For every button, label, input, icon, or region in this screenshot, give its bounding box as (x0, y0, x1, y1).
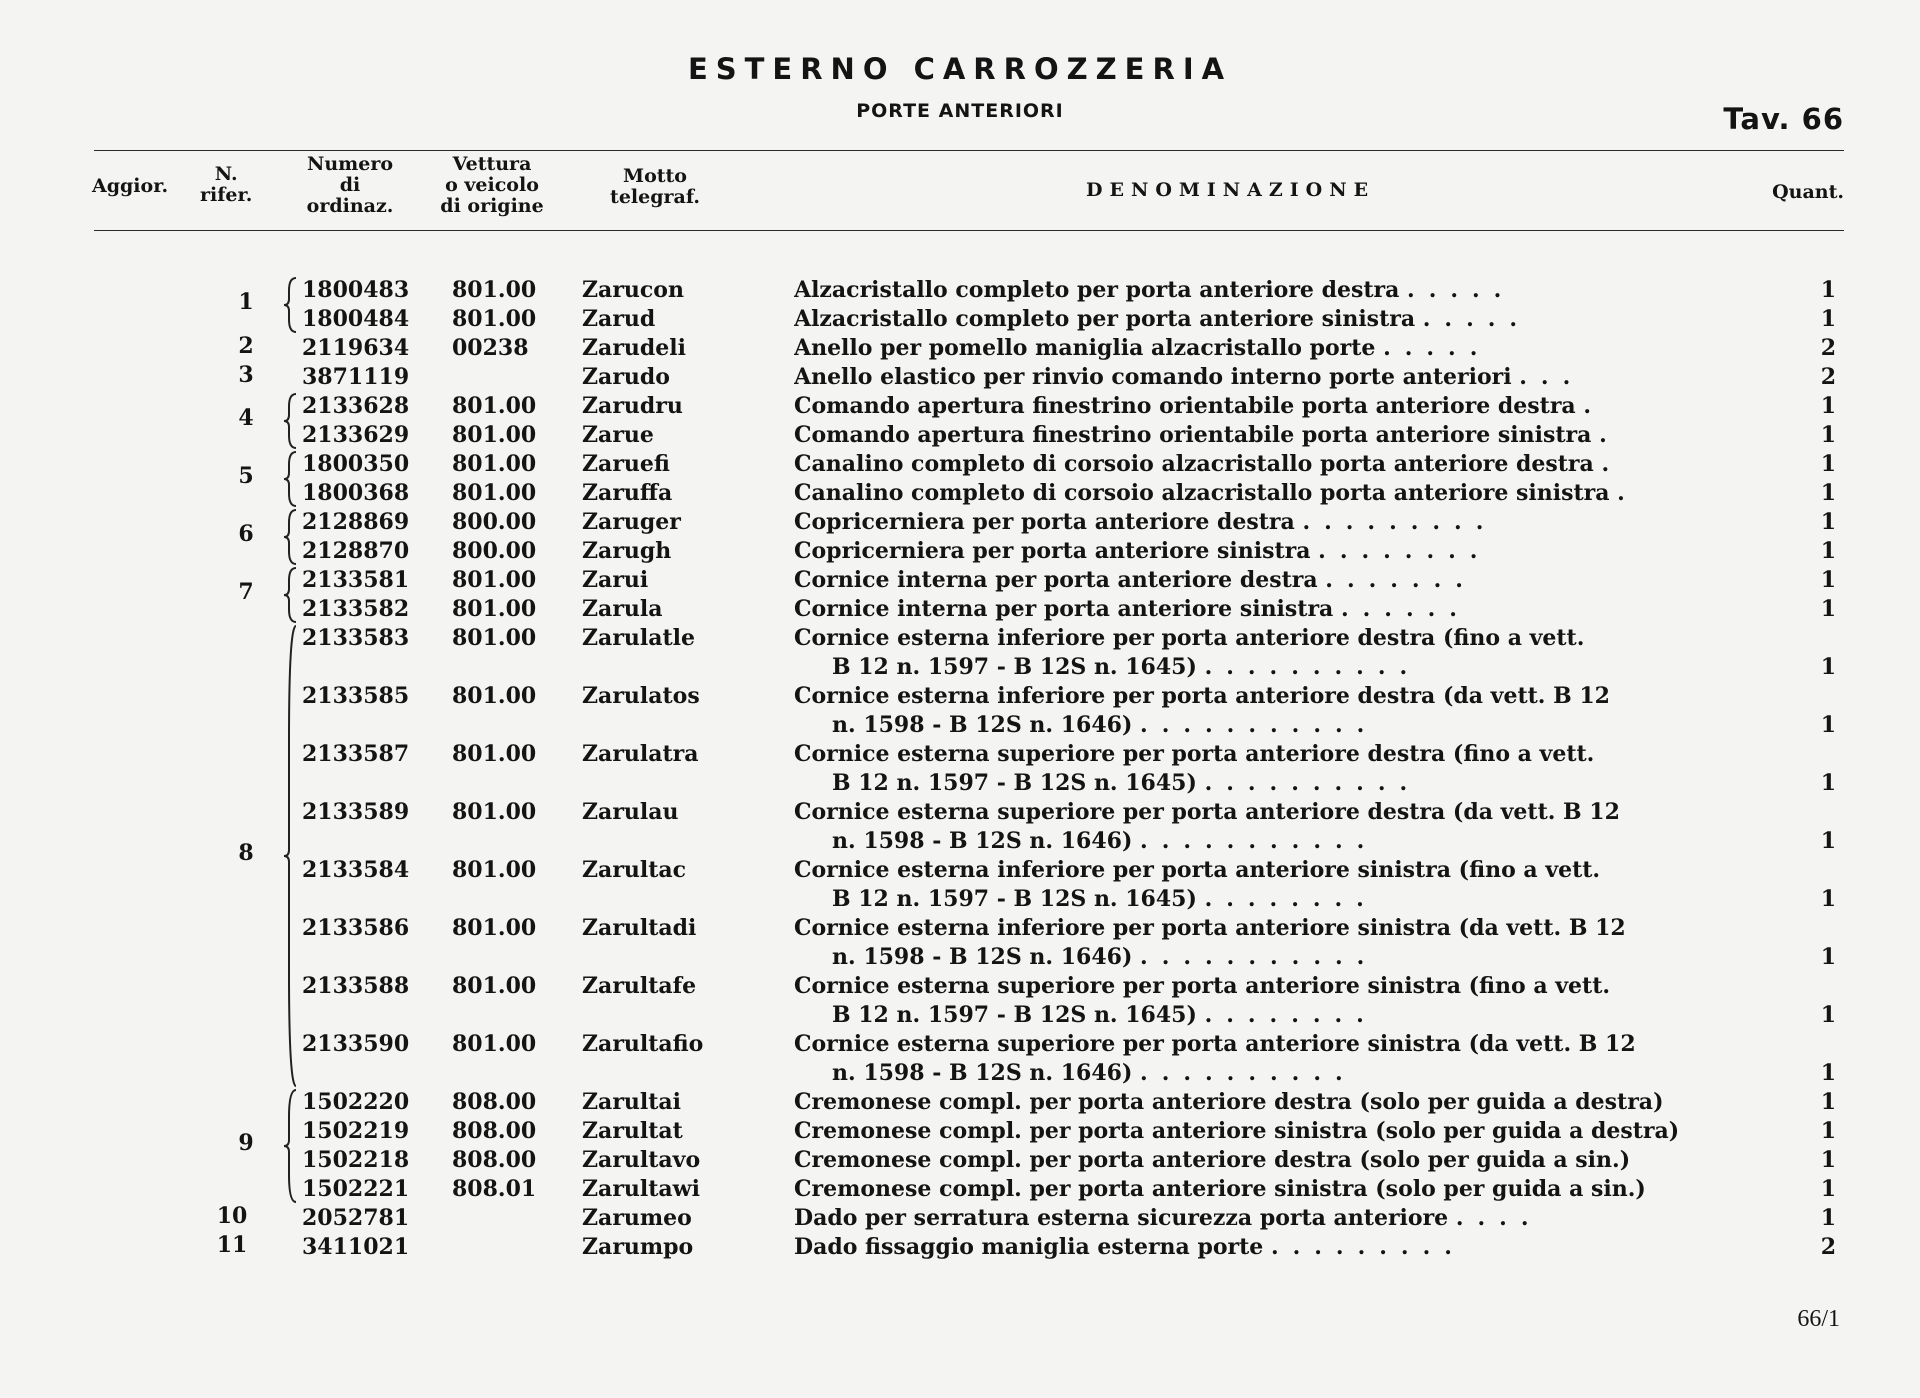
order-number: 2133582 (302, 596, 410, 622)
leader-dots: ....... (1325, 567, 1477, 593)
description-text-cont: n. 1598 - B 12S n. 1646) (832, 1060, 1133, 1086)
reference-number: 3 (238, 361, 254, 388)
order-number: 2128870 (302, 538, 410, 564)
telegraph-code: Zarulatra (582, 741, 699, 767)
order-number: 2133583 (302, 625, 410, 651)
description-line1 (794, 1233, 1760, 1262)
order-number: 1502218 (302, 1147, 410, 1173)
leader-dots: . (1599, 422, 1621, 448)
leader-dots: . (1583, 393, 1606, 419)
reference-number: 9 (238, 1130, 254, 1156)
column-header-aggior-text: Aggior. (92, 175, 169, 197)
telegraph-code: Zarultafe (582, 973, 697, 999)
page-subtitle: PORTE ANTERIORI (856, 100, 1064, 122)
quantity: 1 (1820, 1002, 1836, 1028)
leader-dots: ........... (1140, 944, 1379, 970)
description-line1 (794, 305, 1760, 334)
leader-dots: .......... (1204, 654, 1422, 680)
description (794, 624, 1760, 682)
vehicle-origin: 800.00 (452, 538, 537, 564)
telegraph-code: Zarudeli (582, 335, 686, 361)
description-text: Cornice esterna superiore per porta anteriore destra (da vett. B 12 (794, 799, 1620, 825)
vehicle-origin: 808.00 (452, 1118, 537, 1144)
description (794, 450, 1760, 479)
reference-number: 10 (216, 1202, 248, 1229)
description-line1 (794, 1204, 1760, 1233)
description-text: Cornice esterna inferiore per porta anteriore sinistra (fino a vett. (794, 857, 1601, 883)
description-line2 (794, 769, 1760, 798)
vehicle-origin: 801.00 (452, 451, 537, 477)
telegraph-code: Zaruffa (582, 480, 673, 506)
vehicle-origin: 801.00 (452, 1031, 537, 1057)
description (794, 566, 1760, 595)
description-text: Cornice esterna superiore per porta anteriore sinistra (fino a vett. (794, 973, 1611, 999)
description-line1 (794, 479, 1760, 508)
order-number: 2119634 (302, 335, 410, 361)
telegraph-code: Zaruger (582, 509, 681, 535)
order-number: 2133628 (302, 393, 410, 419)
quantity: 2 (1820, 364, 1836, 390)
description-line1 (794, 421, 1760, 450)
description (794, 276, 1760, 305)
description (794, 1233, 1760, 1262)
quantity: 1 (1820, 1089, 1836, 1115)
column-header-n-rifer (200, 164, 252, 206)
description-text-cont: B 12 n. 1597 - B 12S n. 1645) (832, 654, 1197, 680)
leader-dots: . (1601, 451, 1624, 477)
order-number: 1800484 (302, 306, 410, 332)
quantity: 1 (1820, 1176, 1836, 1202)
vehicle-origin: 801.00 (452, 306, 537, 332)
telegraph-code: Zarugh (582, 538, 672, 564)
quantity: 2 (1820, 335, 1836, 361)
order-number: 2133586 (302, 915, 410, 941)
description-line1 (794, 682, 1760, 711)
description-line1 (794, 1146, 1760, 1175)
vehicle-origin: 801.00 (452, 567, 537, 593)
vehicle-origin: 808.00 (452, 1089, 537, 1115)
description (794, 1146, 1760, 1175)
leader-dots: ......... (1270, 1234, 1466, 1260)
description (794, 508, 1760, 537)
description (794, 595, 1760, 624)
order-number: 1800368 (302, 480, 410, 506)
order-number: 1800350 (302, 451, 410, 477)
description-line2 (794, 885, 1760, 914)
column-header-n-rifer-line2: rifer. (200, 184, 253, 206)
telegraph-code: Zarultac (582, 857, 687, 883)
description-text: Alzacristallo completo per porta anteriore sinistra (794, 306, 1416, 332)
leader-dots: ..... (1383, 335, 1492, 361)
quantity: 2 (1820, 1234, 1836, 1260)
column-header-numero-line2: di (339, 174, 361, 196)
description-text-cont: n. 1598 - B 12S n. 1646) (832, 828, 1133, 854)
description-text: Cremonese compl. per porta anteriore sinistra (solo per guida a destra) (794, 1118, 1680, 1144)
description-text: Anello per pomello maniglia alzacristallo porte (794, 335, 1376, 361)
description-line1 (794, 595, 1760, 624)
telegraph-code: Zarula (582, 596, 663, 622)
description-line2 (794, 653, 1760, 682)
vehicle-origin: 801.00 (452, 683, 537, 709)
quantity: 1 (1820, 480, 1836, 506)
quantity: 1 (1820, 944, 1836, 970)
description (794, 334, 1760, 363)
quantity: 1 (1820, 393, 1836, 419)
leader-dots: ..... (1407, 277, 1516, 303)
description-text: Copricerniera per porta anteriore destra (794, 509, 1295, 535)
description-line1 (794, 856, 1760, 885)
reference-number: 11 (216, 1231, 248, 1258)
description-line1 (794, 537, 1760, 566)
description-line1 (794, 566, 1760, 595)
order-number: 1502220 (302, 1089, 410, 1115)
telegraph-code: Zarumeo (582, 1205, 692, 1231)
order-number: 2133587 (302, 741, 410, 767)
description-text: Anello elastico per rinvio comando interno porte anteriori (794, 364, 1512, 390)
column-header-vettura (422, 154, 562, 217)
group-brace (284, 276, 298, 334)
order-number: 2133589 (302, 799, 410, 825)
telegraph-code: Zarumpo (582, 1234, 694, 1260)
description-line1 (794, 334, 1760, 363)
description-line2 (794, 943, 1760, 972)
column-header-vettura-line3: di origine (440, 195, 544, 217)
column-header-denominazione: DENOMINAZIONE (1086, 179, 1376, 201)
reference-number: 6 (238, 521, 254, 547)
description-text: Cornice esterna inferiore per porta anteriore sinistra (da vett. B 12 (794, 915, 1626, 941)
description-text: Cremonese compl. per porta anteriore sinistra (solo per guida a sin.) (794, 1176, 1646, 1202)
vehicle-origin: 808.00 (452, 1147, 537, 1173)
vehicle-origin: 808.01 (452, 1176, 537, 1202)
group-brace (284, 508, 298, 566)
order-number: 2133581 (302, 567, 410, 593)
vehicle-origin: 801.00 (452, 973, 537, 999)
quantity: 1 (1820, 712, 1836, 738)
description-text-cont: B 12 n. 1597 - B 12S n. 1645) (832, 1002, 1197, 1028)
column-header-quant: Quant. (1772, 181, 1844, 203)
description-line1 (794, 1117, 1760, 1146)
leader-dots: ........ (1204, 1002, 1378, 1028)
description-line1 (794, 740, 1760, 769)
description (794, 856, 1760, 914)
telegraph-code: Zarudo (582, 364, 670, 390)
description-line2 (794, 1059, 1760, 1088)
quantity: 1 (1820, 306, 1836, 332)
vehicle-origin: 801.00 (452, 799, 537, 825)
description-line1 (794, 1088, 1760, 1117)
quantity: 1 (1820, 567, 1836, 593)
order-number: 1502221 (302, 1176, 410, 1202)
description (794, 363, 1760, 392)
telegraph-code: Zarultai (582, 1089, 682, 1115)
group-brace (284, 566, 298, 624)
column-header-n-rifer-line1: N. (214, 163, 238, 185)
description-line1 (794, 1175, 1760, 1204)
description-text: Alzacristallo completo per porta anteriore destra (794, 277, 1400, 303)
telegraph-code: Zarulau (582, 799, 679, 825)
description (794, 479, 1760, 508)
order-number: 2052781 (302, 1205, 410, 1231)
leader-dots: .......... (1140, 1060, 1357, 1086)
description-line1 (794, 1030, 1760, 1059)
order-number: 1800483 (302, 277, 410, 303)
description (794, 1088, 1760, 1117)
quantity: 1 (1820, 1118, 1836, 1144)
telegraph-code: Zarud (582, 306, 656, 332)
quantity: 1 (1820, 828, 1836, 854)
quantity: 1 (1820, 886, 1836, 912)
description (794, 1204, 1760, 1233)
column-header-motto-line1: Motto (623, 165, 687, 187)
leader-dots: .... (1455, 1205, 1543, 1231)
description-text: Copricerniera per porta anteriore sinistra (794, 538, 1311, 564)
group-brace (284, 450, 298, 508)
description-text: Cremonese compl. per porta anteriore destra (solo per guida a sin.) (794, 1147, 1631, 1173)
description (794, 537, 1760, 566)
table-number: Tav. 66 (1723, 102, 1844, 136)
telegraph-code: Zarultawi (582, 1176, 700, 1202)
leader-dots: ......... (1302, 509, 1498, 535)
column-header-motto (590, 166, 720, 208)
vehicle-origin: 00238 (452, 335, 529, 361)
description (794, 1175, 1760, 1204)
description-line1 (794, 914, 1760, 943)
description-line1 (794, 972, 1760, 1001)
description-text-cont: B 12 n. 1597 - B 12S n. 1645) (832, 770, 1197, 796)
leader-dots: ........ (1318, 538, 1492, 564)
description-text: Canalino completo di corsoio alzacristallo porta anteriore sinistra (794, 480, 1610, 506)
description-text: Comando apertura finestrino orientabile porta anteriore sinistra (794, 422, 1592, 448)
column-header-vettura-line2: o veicolo (445, 174, 539, 196)
header-rule-top (94, 150, 1844, 151)
column-header-numero-line1: Numero (306, 153, 394, 175)
description-text: Dado fissaggio maniglia esterna porte (794, 1234, 1264, 1260)
description-text-cont: n. 1598 - B 12S n. 1646) (832, 712, 1133, 738)
quantity: 1 (1820, 770, 1836, 796)
telegraph-code: Zarui (582, 567, 649, 593)
vehicle-origin: 801.00 (452, 915, 537, 941)
description (794, 972, 1760, 1030)
leader-dots: ... (1519, 364, 1585, 390)
leader-dots: . (1617, 480, 1639, 506)
description (794, 798, 1760, 856)
page-title: ESTERNO CARROZZERIA (687, 52, 1233, 86)
description-line1 (794, 624, 1760, 653)
leader-dots: ..... (1422, 306, 1532, 332)
column-header-numero (288, 154, 412, 217)
description-line1 (794, 276, 1760, 305)
vehicle-origin: 801.00 (452, 393, 537, 419)
description-line1 (794, 798, 1760, 827)
leader-dots: .......... (1204, 770, 1422, 796)
telegraph-code: Zarue (582, 422, 654, 448)
quantity: 1 (1820, 277, 1836, 303)
vehicle-origin: 801.00 (452, 596, 537, 622)
order-number: 3411021 (302, 1234, 410, 1260)
quantity: 1 (1820, 422, 1836, 448)
header-rule-bottom (94, 230, 1844, 231)
reference-number: 5 (238, 463, 254, 489)
order-number: 2133585 (302, 683, 410, 709)
column-header-numero-line3: ordinaz. (306, 195, 394, 217)
vehicle-origin: 800.00 (452, 509, 537, 535)
description (794, 1117, 1760, 1146)
description (794, 740, 1760, 798)
leader-dots: ........... (1140, 828, 1379, 854)
order-number: 2133590 (302, 1031, 410, 1057)
description (794, 305, 1760, 334)
vehicle-origin: 801.00 (452, 741, 537, 767)
vehicle-origin: 801.00 (452, 625, 537, 651)
telegraph-code: Zarultadi (582, 915, 697, 941)
telegraph-code: Zarudru (582, 393, 683, 419)
group-brace (284, 1088, 298, 1204)
description-text-cont: n. 1598 - B 12S n. 1646) (832, 944, 1133, 970)
quantity: 1 (1820, 654, 1836, 680)
description (794, 914, 1760, 972)
order-number: 1502219 (302, 1118, 410, 1144)
reference-number: 4 (238, 405, 254, 431)
order-number: 2133629 (302, 422, 410, 448)
vehicle-origin: 801.00 (452, 422, 537, 448)
quantity: 1 (1820, 451, 1836, 477)
description-line2 (794, 1001, 1760, 1030)
description-text: Cornice esterna superiore per porta anteriore destra (fino a vett. (794, 741, 1595, 767)
column-header-aggior (92, 176, 168, 197)
group-brace (284, 624, 298, 1088)
column-header-motto-line2: telegraf. (610, 186, 700, 208)
column-header-vettura-line1: Vettura (452, 153, 532, 175)
description-text-cont: B 12 n. 1597 - B 12S n. 1645) (832, 886, 1197, 912)
quantity: 1 (1820, 1205, 1836, 1231)
order-number: 2133584 (302, 857, 410, 883)
vehicle-origin: 801.00 (452, 277, 537, 303)
description-text: Dado per serratura esterna sicurezza porta anteriore (794, 1205, 1449, 1231)
reference-number: 7 (238, 579, 254, 605)
order-number: 2128869 (302, 509, 410, 535)
description-text: Cornice interna per porta anteriore destra (794, 567, 1318, 593)
telegraph-code: Zarulatle (582, 625, 696, 651)
reference-number: 1 (238, 289, 254, 315)
order-number: 2133588 (302, 973, 410, 999)
description-line2 (794, 827, 1760, 856)
description-text: Cremonese compl. per porta anteriore destra (solo per guida a destra) (794, 1089, 1664, 1115)
telegraph-code: Zaruefi (582, 451, 670, 477)
reference-number: 8 (238, 840, 254, 866)
telegraph-code: Zarucon (582, 277, 684, 303)
leader-dots: ........... (1140, 712, 1379, 738)
description-text: Cornice esterna inferiore per porta anteriore destra (da vett. B 12 (794, 683, 1610, 709)
quantity: 1 (1820, 1060, 1836, 1086)
description (794, 682, 1760, 740)
description-text: Cornice esterna superiore per porta anteriore sinistra (da vett. B 12 (794, 1031, 1636, 1057)
description-text: Canalino completo di corsoio alzacristallo porta anteriore destra (794, 451, 1594, 477)
group-brace (284, 392, 298, 450)
leader-dots: ...... (1340, 596, 1471, 622)
description-line1 (794, 392, 1760, 421)
page-number: 66/1 (1797, 1306, 1840, 1332)
order-number: 3871119 (302, 364, 410, 390)
quantity: 1 (1820, 538, 1836, 564)
description-line1 (794, 450, 1760, 479)
description-text: Comando apertura finestrino orientabile porta anteriore destra (794, 393, 1576, 419)
description-text: Cornice interna per porta anteriore sinistra (794, 596, 1334, 622)
description-text: Cornice esterna inferiore per porta anteriore destra (fino a vett. (794, 625, 1585, 651)
description (794, 421, 1760, 450)
quantity: 1 (1820, 596, 1836, 622)
telegraph-code: Zarulatos (582, 683, 700, 709)
reference-number: 2 (238, 332, 254, 359)
telegraph-code: Zarultafio (582, 1031, 704, 1057)
description-line1 (794, 508, 1760, 537)
telegraph-code: Zarultavo (582, 1147, 701, 1173)
description (794, 392, 1760, 421)
quantity: 1 (1820, 509, 1836, 535)
description-line1 (794, 363, 1760, 392)
quantity: 1 (1820, 1147, 1836, 1173)
vehicle-origin: 801.00 (452, 857, 537, 883)
vehicle-origin: 801.00 (452, 480, 537, 506)
telegraph-code: Zarultat (582, 1118, 683, 1144)
description-line2 (794, 711, 1760, 740)
leader-dots: ........ (1204, 886, 1378, 912)
description (794, 1030, 1760, 1088)
